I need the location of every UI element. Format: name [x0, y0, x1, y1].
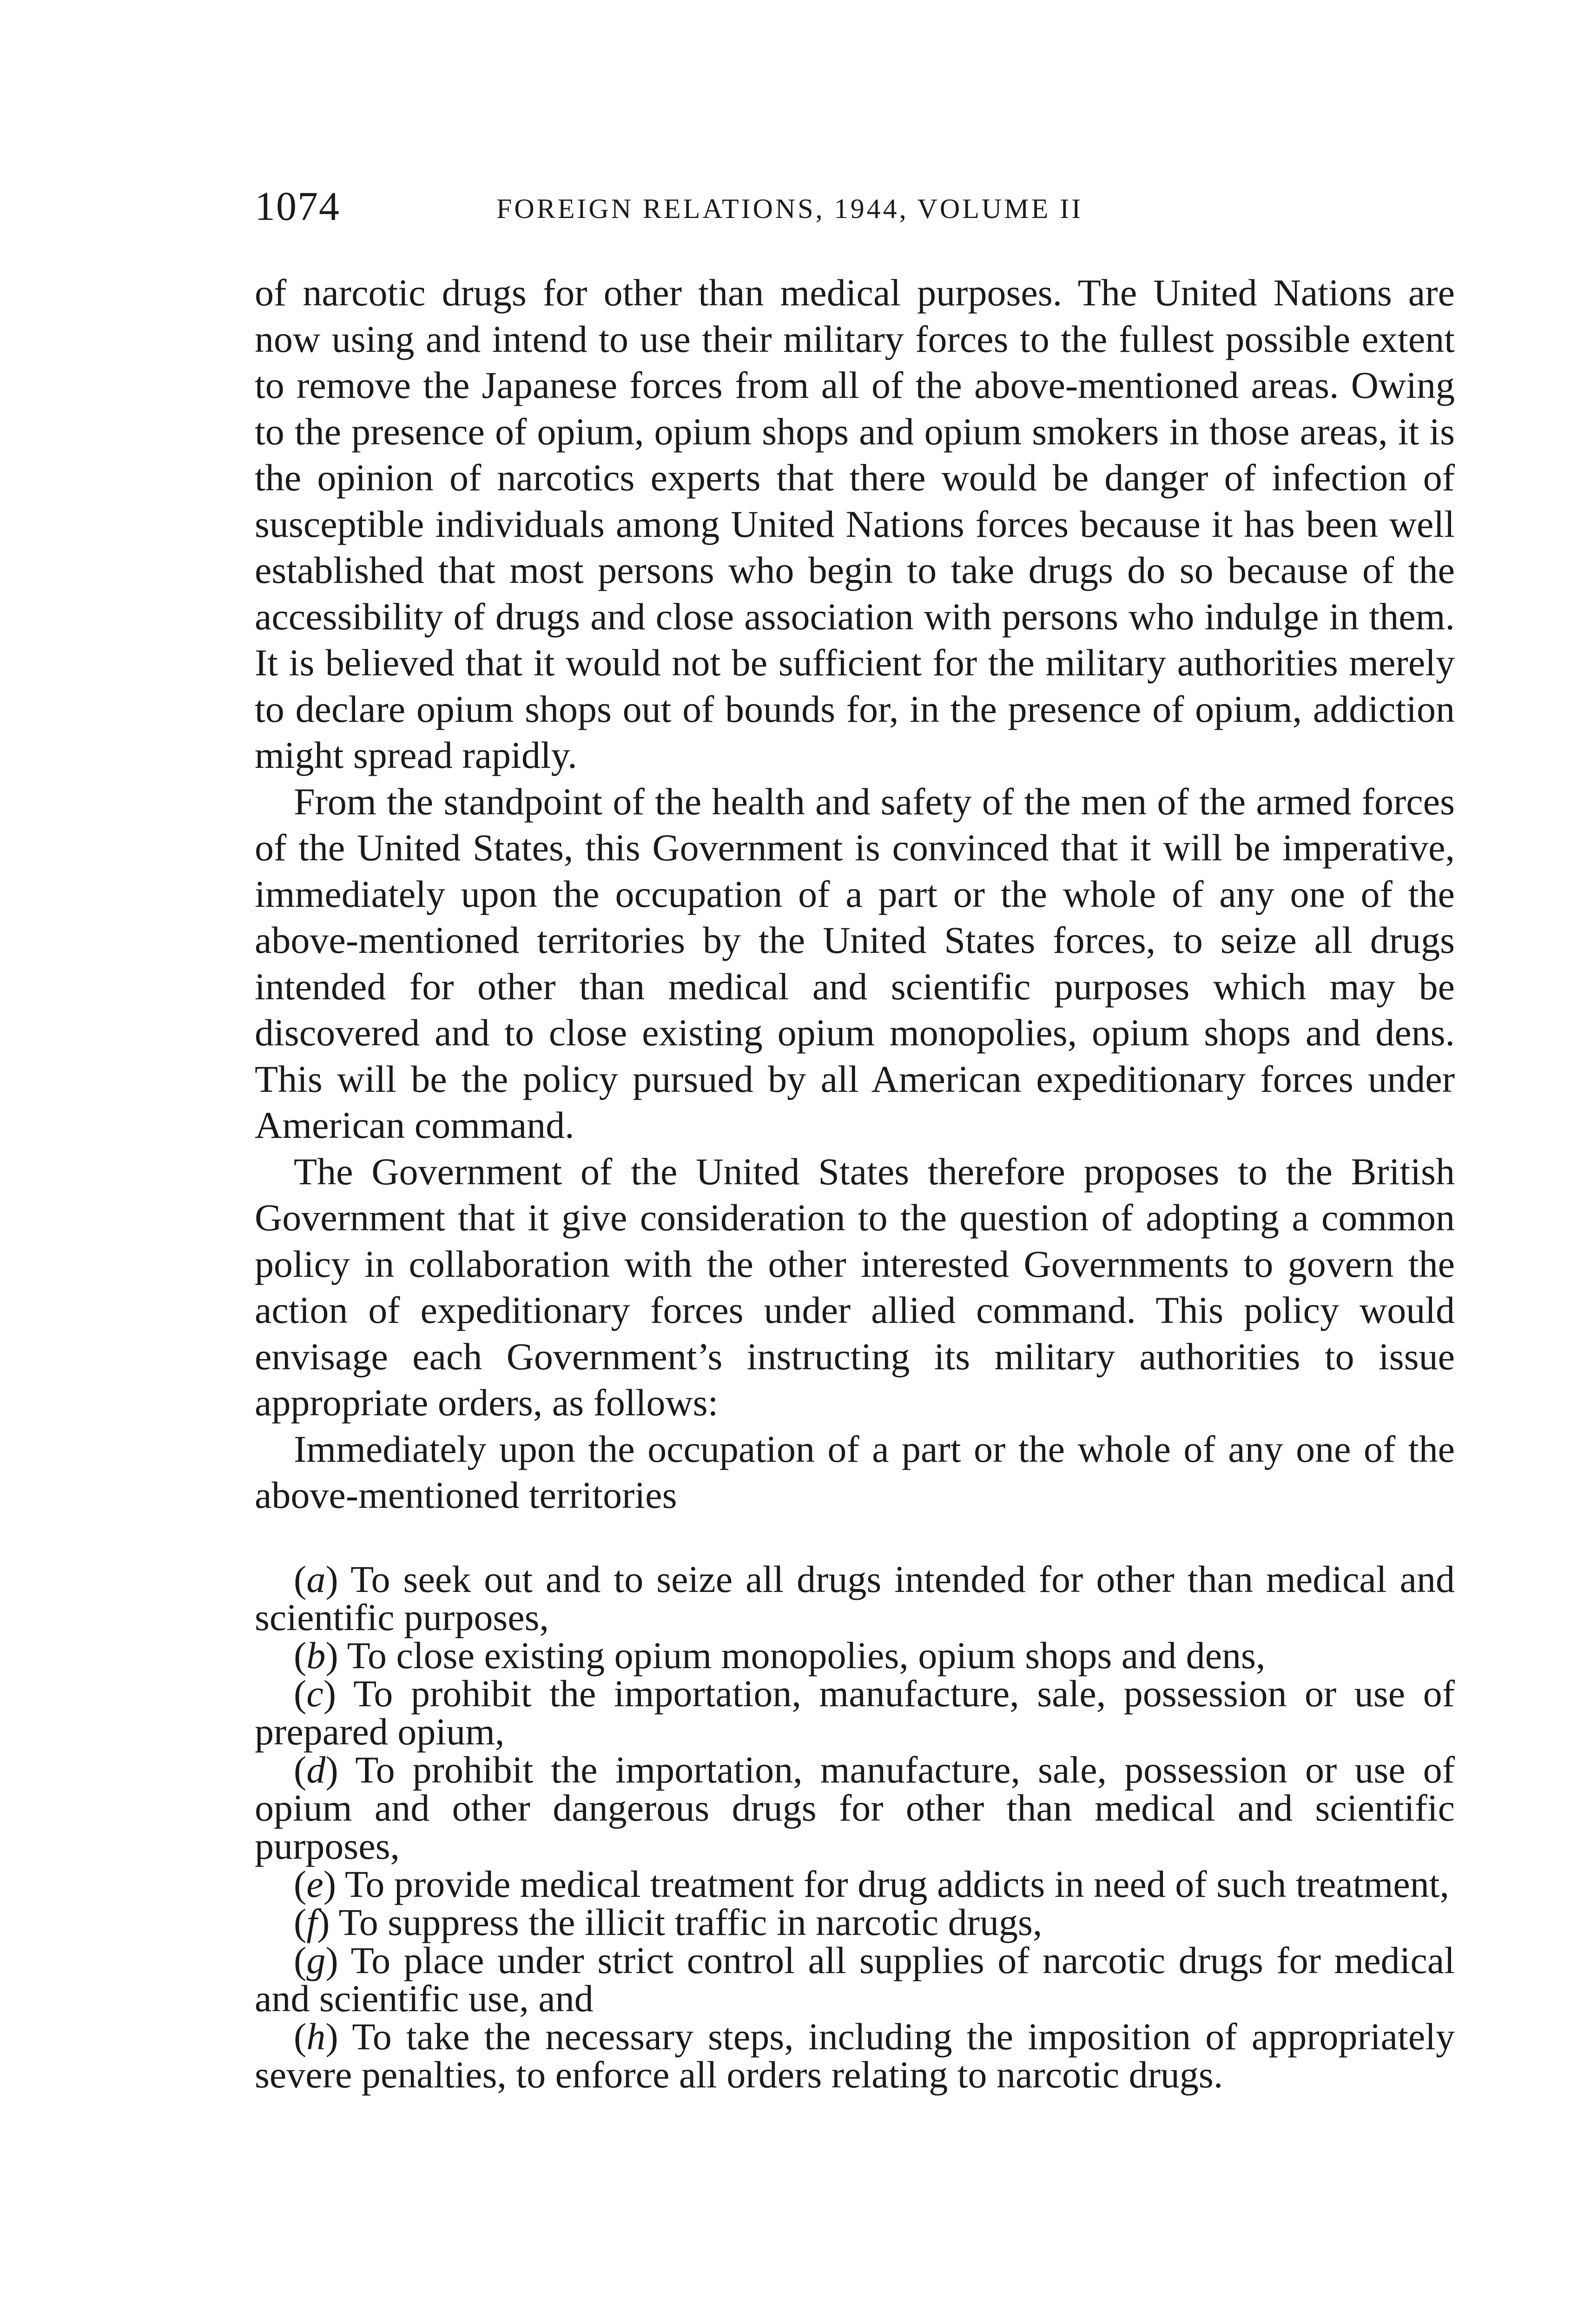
- list-item: (g) To place under strict control all supplies of narcotic drugs for medical and scientific use, and: [255, 1939, 1455, 2020]
- orders-list: [255, 1560, 1455, 2094]
- clause-text: To prohibit the importation, manufacture, sale, possession or use of opium and other dangerous drugs for other than medical and scientific purposes,: [255, 1748, 1455, 1867]
- clause-letter: c: [306, 1672, 323, 1715]
- running-head: FOREIGN RELATIONS, 1944, VOLUME II: [496, 193, 1083, 224]
- paragraph: The Government of the United States therefore proposes to the British Government that it give consideration to the question of adopting a common policy in collaboration with the other interested Governments to govern the action of expeditionary forces under allied command. This policy would envisage each Government’s instructing its military authorities to issue appropriate orders, as follows:: [255, 1150, 1455, 1424]
- clause-letter: e: [306, 1862, 323, 1905]
- clause-text: To provide medical treatment for drug addicts in need of such treatment,: [345, 1862, 1450, 1905]
- paragraph-orders-intro: Immediately upon the occupation of a part or the whole of any one of the above-mentioned territories: [255, 1427, 1455, 1516]
- list-item: (d) To prohibit the importation, manufacture, sale, possession or use of opium and other dangerous drugs for other than medical and scientific purposes,: [255, 1748, 1455, 1867]
- list-item: (f) To suppress the illicit traffic in narcotic drugs,: [294, 1901, 1043, 1943]
- clause-letter: b: [306, 1634, 326, 1677]
- paragraph: From the standpoint of the health and safety of the men of the armed forces of the United States, this Government is convinced that it will be imperative, immediately upon the occupation of a part or the whole of any one of the above-mentioned territories by the United States forces, to seize all drugs intended for other than medical and scientific purposes which may be discovered and to close existing opium monopolies, opium shops and dens. This will be the policy pursued by all American expeditionary forces under American command.: [255, 780, 1455, 1146]
- clause-letter: g: [306, 1939, 326, 1981]
- clause-text: To place under strict control all supplies of narcotic drugs for medical and scientific use, and: [255, 1939, 1455, 2020]
- clause-text: To take the necessary steps, including the imposition of appropriately severe penalties, to enforce all orders relating to narcotic drugs.: [255, 2015, 1455, 2096]
- clause-text: To close existing opium monopolies, opium shops and dens,: [347, 1634, 1266, 1677]
- clause-letter: h: [306, 2015, 326, 2058]
- list-item: (a) To seek out and to seize all drugs intended for other than medical and scientific purposes,: [255, 1558, 1455, 1638]
- document-body: [255, 270, 1455, 2094]
- clause-letter: a: [306, 1558, 326, 1600]
- list-item: (b) To close existing opium monopolies, opium shops and dens,: [294, 1634, 1266, 1677]
- page-header: [255, 181, 1463, 237]
- list-item: (c) To prohibit the importation, manufacture, sale, possession or use of prepared opium,: [255, 1672, 1455, 1753]
- clause-letter: f: [306, 1901, 317, 1943]
- paragraph-continued: of narcotic drugs for other than medical purposes. The United Nations are now using and intend to use their military forces to the fullest possible extent to remove the Japanese forces from all of the above-mentioned areas. Owing to the presence of opium, opium shops and opium smokers in those areas, it is the opinion of narcotics experts that there would be danger of infection of susceptible individuals among United Nations forces because it has been well established that most persons who begin to take drugs do so because of the accessibility of drugs and close association with persons who indulge in them. It is believed that it would not be sufficient for the military authorities merely to declare opium shops out of bounds for, in the presence of opium, addiction might spread rapidly.: [255, 271, 1455, 776]
- clause-text: To suppress the illicit traffic in narcotic drugs,: [338, 1901, 1043, 1943]
- list-item: (h) To take the necessary steps, including the imposition of appropriately severe penalties, to enforce all orders relating to narcotic drugs.: [255, 2015, 1455, 2096]
- clause-letter: d: [306, 1748, 326, 1791]
- clause-text: To prohibit the importation, manufacture, sale, possession or use of prepared opium,: [255, 1672, 1455, 1753]
- clause-text: To seek out and to seize all drugs intended for other than medical and scientific purposes,: [255, 1558, 1455, 1638]
- page-number: 1074: [255, 184, 340, 229]
- list-item: (e) To provide medical treatment for drug addicts in need of such treatment,: [294, 1862, 1450, 1905]
